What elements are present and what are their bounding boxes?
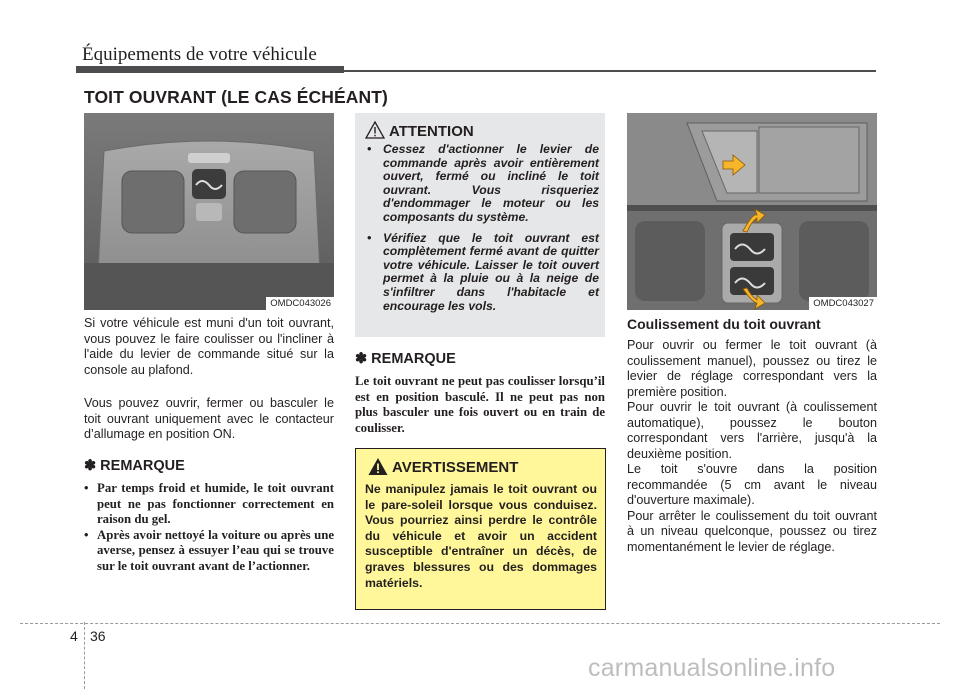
attention-item-text: Cessez d'actionner le levier de commande après avoir entièrement ouvert, fermé ou incliné le toit ouvrant. Vous risqueriez d'endommager le moteur ou les composants du système. <box>383 142 599 224</box>
ignition-paragraph: Vous pouvez ouvrir, fermer ou basculer le toit ouvrant uniquement avec le contacteur d’allumage en position ON. <box>84 396 334 441</box>
section-title: TOIT OUVRANT (LE CAS ÉCHÉANT) <box>84 87 388 107</box>
warning-text: Ne manipulez jamais le toit ouvrant ou le pare-soleil lorsque vous conduisez. Vous pourriez ainsi perdre le contrôle du véhicule et avoir un accident susceptible d'entraîner un décès, de graves blessures ou des dommages matériels. <box>365 482 597 590</box>
chapter-number: 4 <box>70 628 78 644</box>
instruction-paragraph: Le toit s'ouvre dans la position recommandée (5 cm avant le niveau d'ouverture maximale). <box>627 462 877 507</box>
remark-list <box>84 481 334 574</box>
warning-triangle-outline-icon <box>365 121 385 139</box>
attention-item-text: Vérifiez que le toit ouvrant est complètement fermé avant de quitter votre véhicule. Laisser le toit ouvert permet à la pluie ou à la neige de s'infiltrer dans l'habitacle et encourage les vols. <box>383 230 599 313</box>
warning-triangle-filled-icon <box>368 457 388 476</box>
page-number: 36 <box>90 628 106 644</box>
sunroof-control-photo <box>627 113 877 310</box>
bullet: • <box>367 230 372 245</box>
list-item <box>363 232 599 314</box>
intro-paragraph: Si votre véhicule est muni d'un toit ouvrant, vous pouvez le faire coulisser ou l'incliner à l'aide du levier de commande situé sur la console au plafond. <box>84 316 334 377</box>
photo-caption: OMDC043027 <box>809 297 877 310</box>
instruction-paragraph: Pour ouvrir le toit ouvrant (à coulissement automatique), poussez le bouton correspondant vers l'arrière, jusqu'à la deuxième position. <box>627 400 877 461</box>
footer-rule <box>20 623 940 624</box>
bullet: • <box>84 527 89 542</box>
chapter-title: Équipements de votre véhicule <box>82 44 317 65</box>
header-rule <box>344 70 876 72</box>
overhead-console-illustration <box>84 113 334 310</box>
attention-list <box>363 143 599 320</box>
bullet: • <box>84 481 89 495</box>
list-item <box>84 481 334 528</box>
attention-title: ATTENTION <box>389 123 474 140</box>
sunroof-control-illustration <box>627 113 877 310</box>
middle-remark-text: Le toit ouvrant ne peut pas coulisser lorsqu’il est en position basculé. Il ne peut pas non plus basculer une fois ouvert ou en train de coulisser. <box>355 374 605 435</box>
instruction-paragraph: Pour ouvrir ou fermer le toit ouvrant (à coulissement manuel), poussez ou tirez le levier de réglage correspondant vers la première position. <box>627 338 877 399</box>
list-item <box>363 143 599 225</box>
warning-title: AVERTISSEMENT <box>392 459 519 476</box>
attention-box <box>355 113 605 337</box>
header-bar <box>76 66 344 73</box>
overhead-console-photo <box>84 113 334 310</box>
remark-item-text: Après avoir nettoyé la voiture ou après une averse, pensez à essuyer l’eau qui se trouve sur le toit ouvrant avant de l’actionner. <box>97 527 334 573</box>
remark-title: ✽ REMARQUE <box>84 458 185 474</box>
photo-caption: OMDC043026 <box>266 297 334 310</box>
middle-remark-title: ✽ REMARQUE <box>355 351 456 367</box>
sliding-instructions <box>627 338 877 555</box>
instruction-paragraph: Pour arrêter le coulissement du toit ouvrant à un niveau quelconque, poussez ou tirez momentanément le levier de réglage. <box>627 508 877 554</box>
sunroof-sliding-subtitle: Coulissement du toit ouvrant <box>627 316 821 332</box>
attention-header <box>355 121 605 143</box>
watermark: carmanualsonline.info <box>588 654 836 682</box>
list-item <box>84 528 334 575</box>
warning-box <box>355 448 606 610</box>
bullet: • <box>367 142 372 156</box>
footer-divider <box>84 622 85 689</box>
remark-item-text: Par temps froid et humide, le toit ouvrant peut ne pas fonctionner correctement en raison du gel. <box>97 481 334 526</box>
